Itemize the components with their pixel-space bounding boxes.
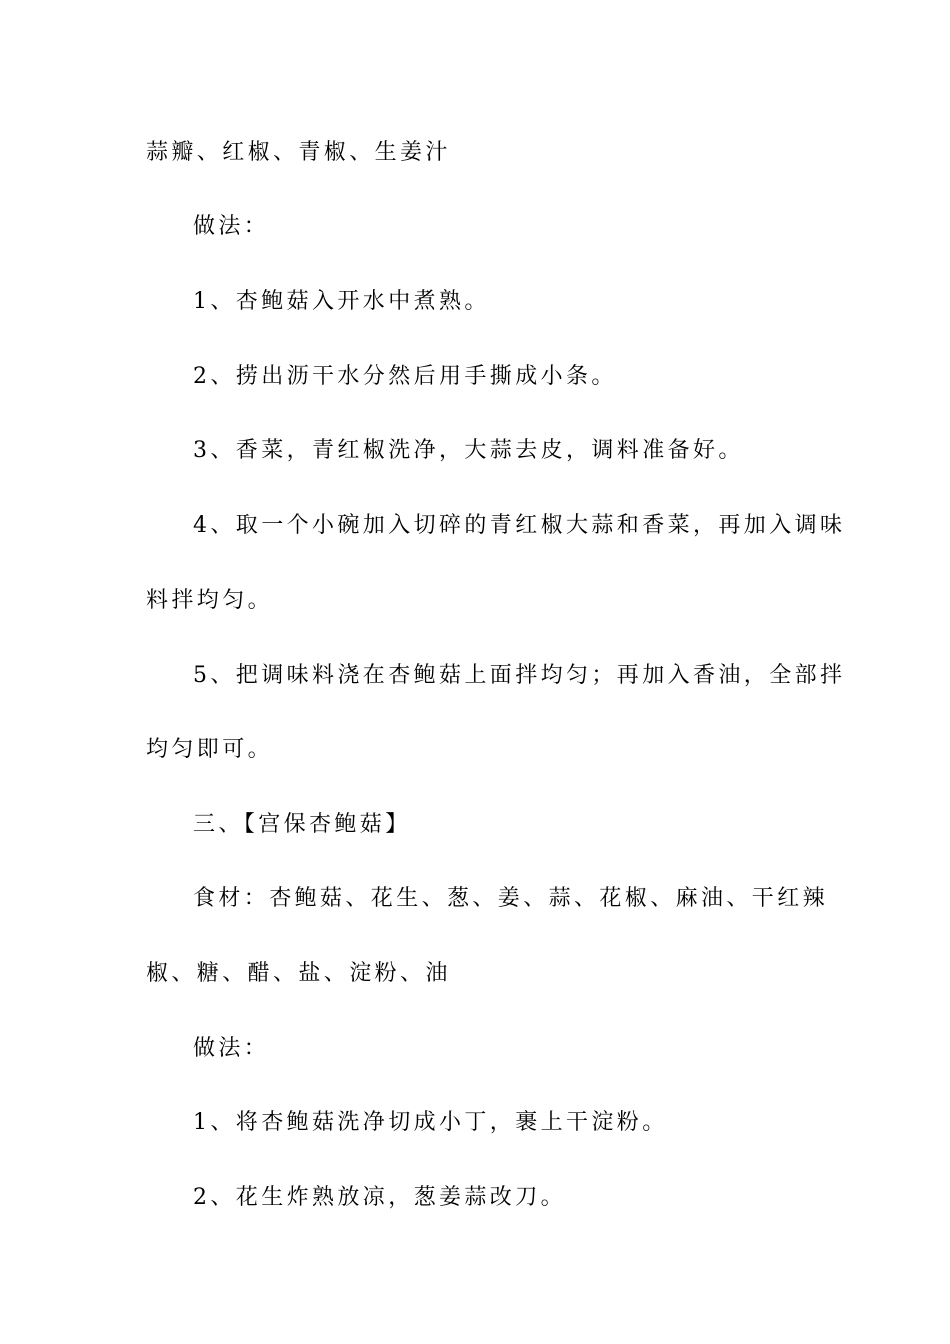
step-5-continued: 均匀即可。: [146, 737, 274, 762]
step-5: 5、把调味料浇在杏鲍菇上面拌均匀；再加入香油，全部拌: [193, 663, 846, 688]
step-1-b: 1、将杏鲍菇洗净切成小丁，裹上干淀粉。: [193, 1110, 668, 1135]
step-4-continued: 料拌均匀。: [146, 588, 274, 613]
method-heading: 做法：: [193, 214, 270, 239]
step-3: 3、香菜，青红椒洗净，大蒜去皮，调料准备好。: [193, 438, 744, 463]
ingredients-line-continued: 椒、糖、醋、盐、淀粉、油: [146, 961, 451, 986]
step-1: 1、杏鲍菇入开水中煮熟。: [193, 289, 490, 314]
method-heading-2: 做法：: [193, 1036, 270, 1061]
step-2: 2、捞出沥干水分然后用手撕成小条。: [193, 364, 617, 389]
step-2-b: 2、花生炸熟放凉，葱姜蒜改刀。: [193, 1185, 566, 1210]
ingredients-continued: 蒜瓣、红椒、青椒、生姜汁: [146, 140, 451, 165]
ingredients-line: 食材：杏鲍菇、花生、葱、姜、蒜、花椒、麻油、干红辣: [193, 886, 829, 911]
step-4: 4、取一个小碗加入切碎的青红椒大蒜和香菜，再加入调味: [193, 513, 846, 538]
section-heading: 三、【宫保杏鲍菇】: [193, 812, 411, 837]
